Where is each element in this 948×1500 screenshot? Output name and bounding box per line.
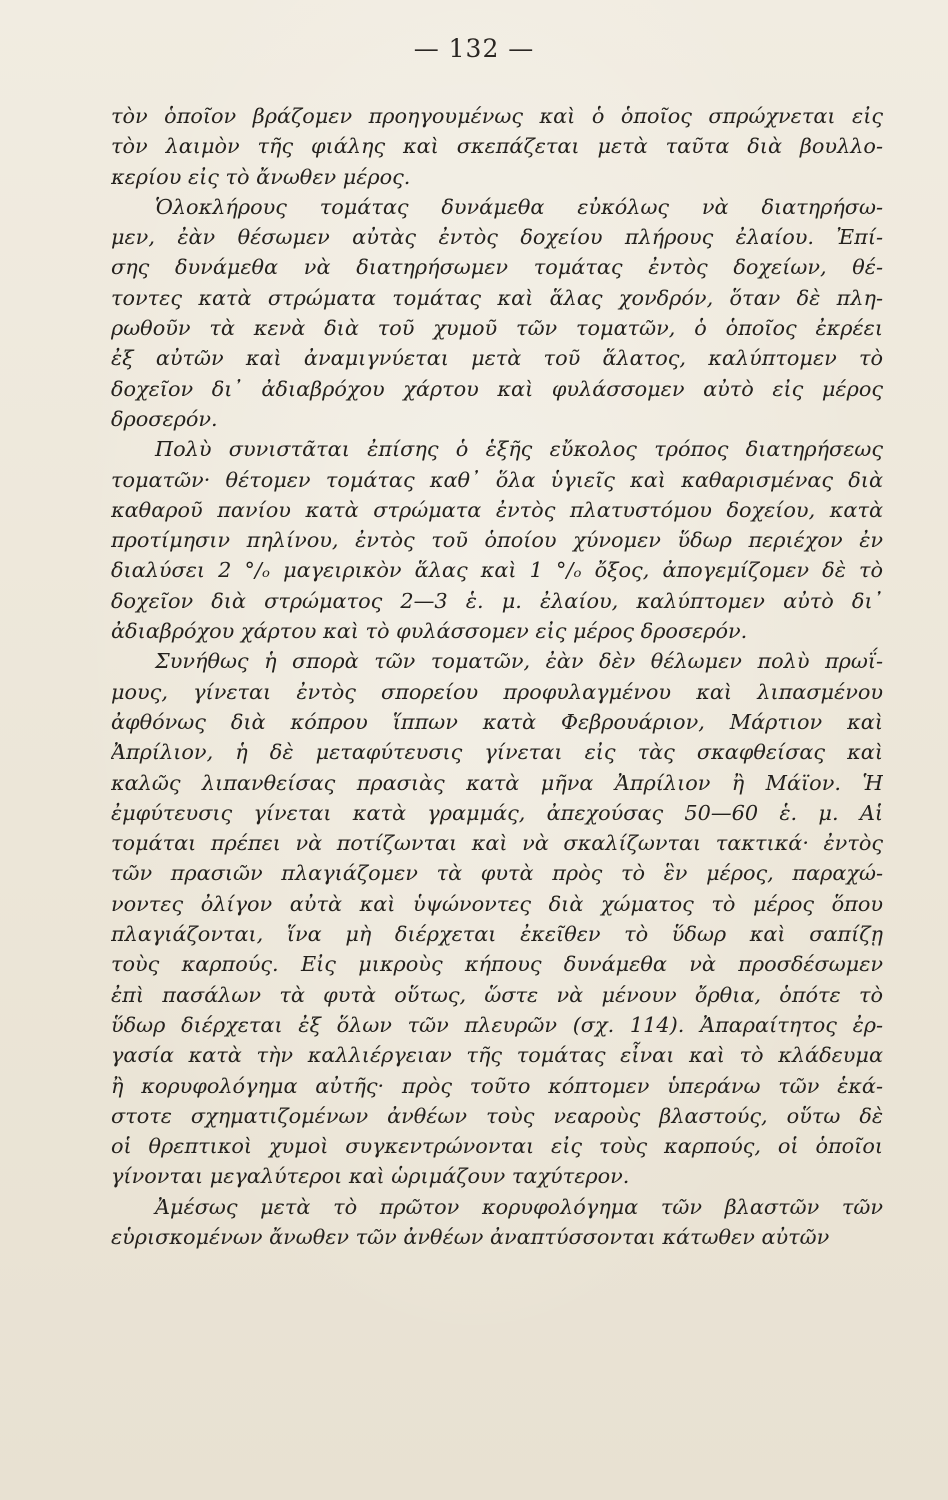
text-line: τομάται πρέπει νὰ ποτίζωνται καὶ νὰ σκαλίζωνται τακτικά· ἐντὸς	[111, 831, 883, 856]
text-line: στοτε σχηματιζομένων ἀνθέων τοὺς νεαροὺς βλαστούς, οὕτω δὲ	[111, 1103, 883, 1128]
text-line: δροσερόν.	[111, 406, 218, 431]
text-line: ἐπὶ πασάλων τὰ φυτὰ οὕτως, ὥστε νὰ μένουν ὄρθια, ὁπότε τὸ	[111, 982, 883, 1007]
text-line: προτίμησιν πηλίνου, ἐντὸς τοῦ ὁποίου χύνομεν ὕδωρ περιέχον ἐν	[111, 528, 883, 553]
text-line: σης δυνάμεθα νὰ διατηρήσωμεν τομάτας ἐντὸς δοχείων, θέ-	[111, 255, 883, 280]
text-line: διαλύσει 2 °/ₒ μαγειρικὸν ἅλας καὶ 1 °/ₒ ὄξος, ἀπογεμίζομεν δὲ τὸ	[111, 558, 883, 583]
paragraph	[111, 192, 883, 434]
paragraph	[111, 101, 883, 192]
text-line: τοὺς καρπούς. Εἰς μικροὺς κήπους δυνάμεθα νὰ προσδέσωμεν	[111, 952, 883, 977]
paragraph	[111, 434, 883, 646]
page-number: — 132 —	[413, 34, 535, 63]
text-line: Συνήθως ἡ σπορὰ τῶν τοματῶν, ἐὰν δὲν θέλωμεν πολὺ πρωΐ-	[155, 649, 883, 674]
text-line: τοντες κατὰ στρώματα τομάτας καὶ ἅλας χονδρόν, ὅταν δὲ πλη-	[111, 285, 883, 310]
text-line: ρωθοῦν τὰ κενὰ διὰ τοῦ χυμοῦ τῶν τοματῶν, ὁ ὁποῖος ἐκρέει	[111, 316, 883, 341]
text-line: Ὁλοκλήρους τομάτας δυνάμεθα εὐκόλως νὰ διατηρήσω-	[155, 194, 883, 219]
text-line: κερίου εἰς τὸ ἄνωθεν μέρος.	[111, 164, 411, 189]
text-line: Πολὺ συνιστᾶται ἐπίσης ὁ ἑξῆς εὔκολος τρόπος διατηρήσεως	[155, 437, 883, 462]
text-line: τὸν λαιμὸν τῆς φιάλης καὶ σκεπάζεται μετὰ ταῦτα διὰ βουλλο-	[111, 134, 883, 159]
text-line: ἀδιαβρόχου χάρτου καὶ τὸ φυλάσσομεν εἰς μέρος δροσερόν.	[111, 619, 748, 644]
text-line: τὸν ὁποῖον βράζομεν προηγουμένως καὶ ὁ ὁποῖος σπρώχνεται εἰς	[111, 104, 883, 128]
text-line: ὕδωρ διέρχεται ἐξ ὅλων τῶν πλευρῶν (σχ. 114). Ἀπαραίτητος ἐρ-	[111, 1012, 883, 1037]
text-line: μεν, ἐὰν θέσωμεν αὐτὰς ἐντὸς δοχείου πλήρους ἐλαίου. Ἐπί-	[111, 225, 883, 250]
text-line: καθαροῦ πανίου κατὰ στρώματα ἐντὸς πλατυστόμου δοχείου, κατὰ	[111, 497, 883, 522]
text-line: μους, γίνεται ἐντὸς σπορείου προφυλαγμένου καὶ λιπασμένου	[111, 679, 883, 704]
paragraph	[111, 646, 883, 1191]
text-line: καλῶς λιπανθείσας πρασιὰς κατὰ μῆνα Ἀπρίλιον ἢ Μάϊον. Ἡ	[111, 770, 883, 795]
text-line: ἀφθόνως διὰ κόπρου ἵππων κατὰ Φεβρουάριον, Μάρτιον καὶ	[111, 709, 883, 734]
text-line: δοχεῖον δι᾽ ἀδιαβρόχου χάρτου καὶ φυλάσσομεν αὐτὸ εἰς μέρος	[111, 376, 883, 401]
text-line: ἐξ αὐτῶν καὶ ἀναμιγνύεται μετὰ τοῦ ἅλατος, καλύπτομεν τὸ	[111, 346, 883, 371]
text-line: εὑρισκομένων ἄνωθεν τῶν ἀνθέων ἀναπτύσσονται κάτωθεν αὐτῶν	[111, 1224, 830, 1249]
text-line: οἱ θρεπτικοὶ χυμοὶ συγκεντρώνονται εἰς τοὺς καρπούς, οἱ ὁποῖοι	[111, 1134, 883, 1159]
text-line: τοματῶν· θέτομεν τομάτας καθ᾽ ὅλα ὑγιεῖς καὶ καθαρισμένας διὰ	[111, 467, 883, 492]
text-line: γασία κατὰ τὴν καλλιέργειαν τῆς τομάτας εἶναι καὶ τὸ κλάδευμα	[111, 1043, 883, 1068]
text-line: ἐμφύτευσις γίνεται κατὰ γραμμάς, ἀπεχούσας 50—60 ἑ. μ. Αἱ	[111, 800, 883, 825]
body-text	[111, 101, 883, 1252]
text-line: δοχεῖον διὰ στρώματος 2—3 ἑ. μ. ἐλαίου, καλύπτομεν αὐτὸ δι᾽	[111, 588, 883, 613]
text-line: Ἀπρίλιον, ἡ δὲ μεταφύτευσις γίνεται εἰς τὰς σκαφθείσας καὶ	[111, 740, 883, 765]
text-line: γίνονται μεγαλύτεροι καὶ ὡριμάζουν ταχύτερον.	[111, 1164, 630, 1189]
text-line: τῶν πρασιῶν πλαγιάζομεν τὰ φυτὰ πρὸς τὸ ἓν μέρος, παραχώ-	[111, 861, 883, 886]
text-line: νοντες ὀλίγον αὐτὰ καὶ ὑψώνοντες διὰ χώματος τὸ μέρος ὅπου	[111, 891, 883, 916]
text-line: ἢ κορυφολόγημα αὐτῆς· πρὸς τοῦτο κόπτομεν ὑπεράνω τῶν ἑκά-	[111, 1073, 883, 1098]
text-line: πλαγιάζονται, ἵνα μὴ διέρχεται ἐκεῖθεν τὸ ὕδωρ καὶ σαπίζῃ	[111, 922, 883, 947]
text-line: Ἀμέσως μετὰ τὸ πρῶτον κορυφολόγημα τῶν βλαστῶν τῶν	[155, 1194, 883, 1219]
paragraph	[111, 1192, 883, 1253]
